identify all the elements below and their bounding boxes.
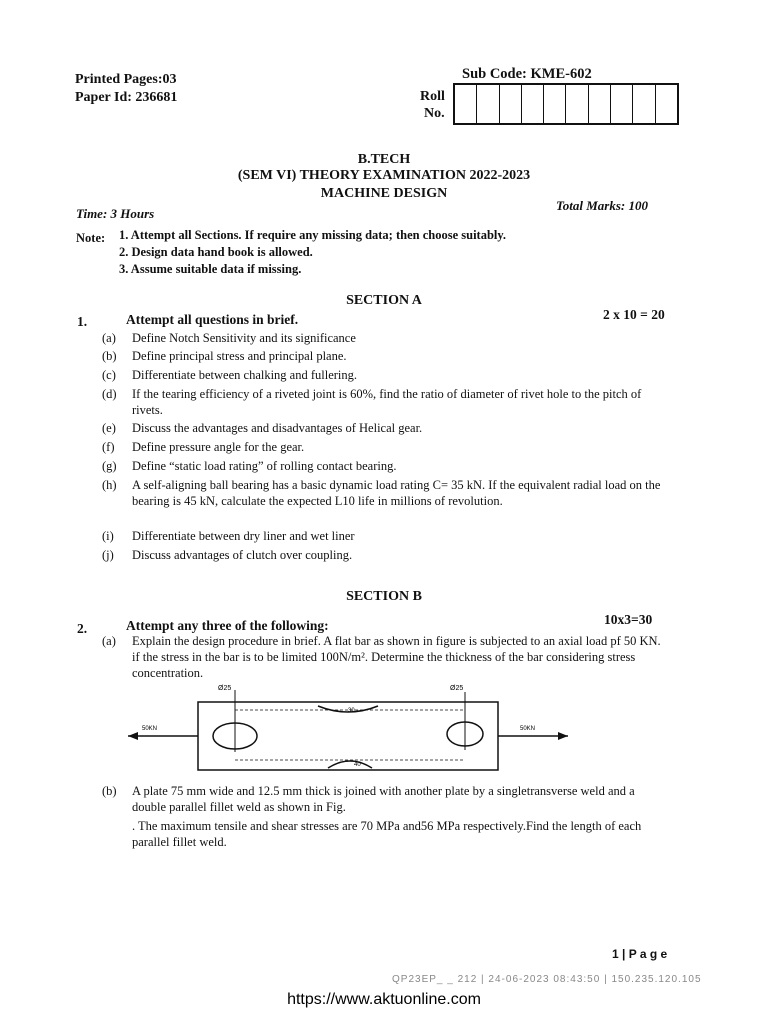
q2-number: 2. xyxy=(77,621,88,636)
q1-instruction: Attempt all questions in brief. xyxy=(126,312,299,327)
roll-label: Roll xyxy=(420,89,445,104)
note-label: Note: xyxy=(76,231,106,245)
q2-item-b-cont: . The maximum tensile and shear stresses are 70 MPa and56 MPa respectively.Find the length of each parallel fillet weld. xyxy=(132,819,642,849)
website-url[interactable]: https://www.aktuonline.com xyxy=(287,991,481,1008)
q1-item-a: (a) Define Notch Sensitivity and its significance xyxy=(102,331,356,345)
top-dim-label: 30 xyxy=(348,708,355,714)
q2-instruction: Attempt any three of the following: xyxy=(126,618,329,633)
degree-title: B.TECH xyxy=(357,152,411,167)
left-load-label: 50KN xyxy=(142,726,158,732)
right-dia-label: Ø25 xyxy=(450,685,464,692)
exam-title: (SEM VI) THEORY EXAMINATION 2022-2023 xyxy=(237,168,531,183)
q1-marks: 2 x 10 = 20 xyxy=(603,307,665,322)
q1-item-d: (d) If the tearing efficiency of a riveted joint is 60%, find the ratio of diameter of rivet hole to the pitch of rivets. xyxy=(102,387,642,417)
q2-item-b: (b) A plate 75 mm wide and 12.5 mm thick is joined with another plate by a singletransverse weld and a double parallel fillet weld as shown in Fig. xyxy=(102,784,635,814)
sub-code: Sub Code: KME-602 xyxy=(462,66,592,82)
q1-item-g: (g) Define “static load rating” of rolling contact bearing. xyxy=(102,459,397,473)
roll-number-boxes xyxy=(453,83,679,125)
q1-item-b: (b) Define principal stress and principal plane. xyxy=(102,349,347,363)
q1-item-j: (j) Discuss advantages of clutch over coupling. xyxy=(102,548,353,562)
q1-item-e: (e) Discuss the advantages and disadvantages of Helical gear. xyxy=(102,421,423,435)
q1-item-c: (c) Differentiate between chalking and fullering. xyxy=(102,368,358,382)
q1-item-h: (h) A self-aligning ball bearing has a basic dynamic load rating C= 35 kN. If the equivalent radial load on the bearing is 45 kN, calculate the expected L10 life in millions of revolution. xyxy=(102,478,661,508)
bottom-notch xyxy=(328,761,372,768)
note-item-3: 3. Assume suitable data if missing. xyxy=(119,262,302,276)
paper-id: Paper Id: 236681 xyxy=(75,90,178,105)
roll-no-label: No. xyxy=(424,106,445,121)
q1-item-i: (i) Differentiate between dry liner and wet liner xyxy=(102,529,355,543)
section-b-heading: SECTION B xyxy=(346,589,422,604)
q1-number: 1. xyxy=(77,314,88,329)
section-a-heading: SECTION A xyxy=(346,293,422,308)
footer-stamp: QP23EP_ _ 212 | 24-06-2023 08:43:50 | 150.235.120.105 xyxy=(392,974,702,985)
total-marks: Total Marks: 100 xyxy=(556,198,648,213)
note-item-1: 1. Attempt all Sections. If require any missing data; then choose suitably. xyxy=(119,228,507,242)
q2-marks: 10x3=30 xyxy=(604,612,653,627)
q2-item-a: (a) Explain the design procedure in brief. A flat bar as shown in figure is subjected to an axial load pf 50 KN. if the stress in the bar is to be limited 100N/m². Determine the thickness of the bar considering stress concentration. xyxy=(102,634,661,680)
bottom-dim-label: 40 xyxy=(354,762,361,768)
printed-pages: Printed Pages:03 xyxy=(75,72,177,87)
flat-bar-figure xyxy=(128,682,608,782)
page-number: 1 | P a g e xyxy=(612,947,668,961)
note-item-2: 2. Design data hand book is allowed. xyxy=(119,245,313,259)
exam-time: Time: 3 Hours xyxy=(76,206,155,221)
left-dia-label: Ø25 xyxy=(218,685,232,692)
q1-item-f: (f) Define pressure angle for the gear. xyxy=(102,440,305,454)
right-load-label: 50KN xyxy=(520,726,536,732)
subject-title: MACHINE DESIGN xyxy=(320,186,448,201)
